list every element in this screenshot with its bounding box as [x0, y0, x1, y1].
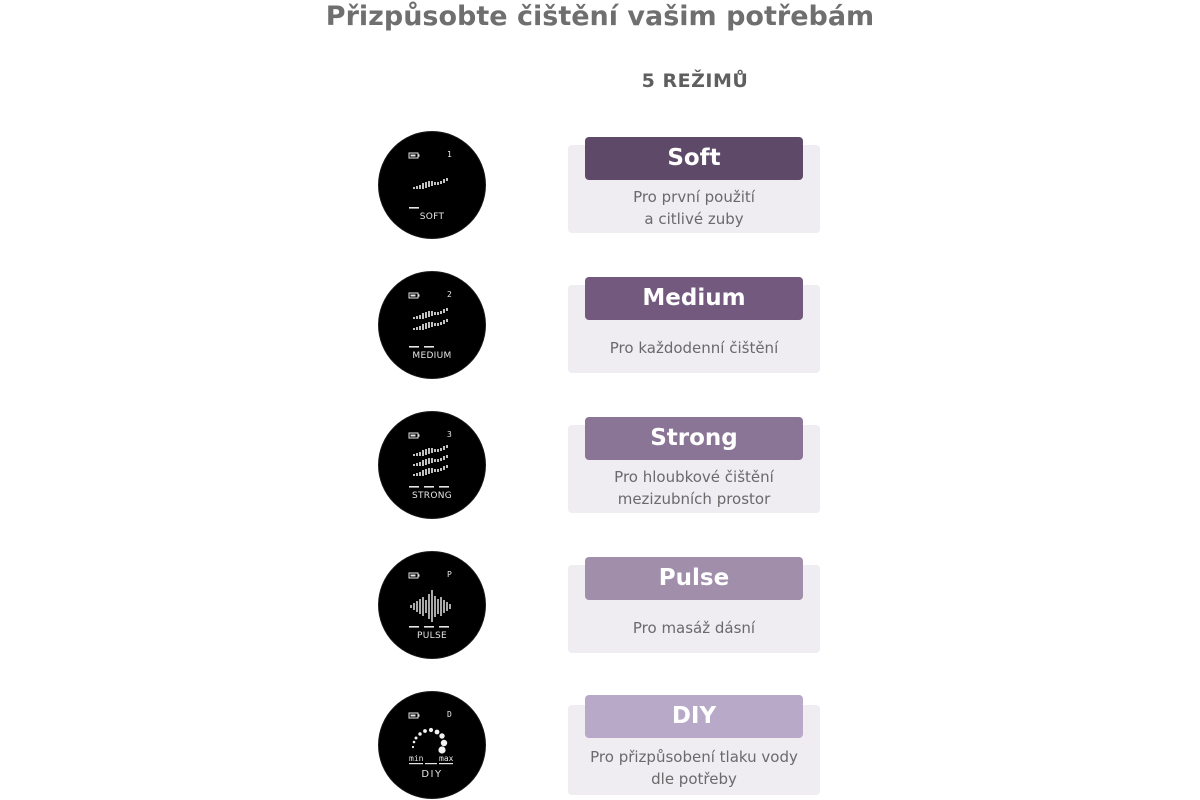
- mode-name-diy: DIY: [585, 695, 803, 738]
- mode-display-strong: [379, 412, 485, 518]
- description-line: Pro masáž dásní: [632, 619, 756, 637]
- mode-display-number: D: [447, 710, 452, 719]
- mode-display-medium: [379, 272, 485, 378]
- description-line: Pro první použití: [633, 188, 755, 206]
- dial-max-label: max: [439, 754, 454, 763]
- mode-description-medium: [568, 337, 820, 359]
- mode-name-pulse: Pulse: [585, 557, 803, 600]
- mode-description-strong: [568, 466, 820, 510]
- soft-wave-icon: [379, 132, 485, 238]
- mode-display-label: PULSE: [417, 631, 447, 641]
- mode-name-medium: Medium: [585, 277, 803, 320]
- mode-name-soft: Soft: [585, 137, 803, 180]
- description-line: dle potřeby: [651, 770, 737, 788]
- mode-display-label: DIY: [421, 769, 443, 780]
- description-line: Pro přizpůsobení tlaku vody: [590, 748, 798, 766]
- modes-count-heading: 5 REŽIMŮ: [641, 70, 749, 92]
- mode-display-number: 1: [447, 150, 452, 159]
- mode-name-strong: Strong: [585, 417, 803, 460]
- mode-display-number: P: [447, 570, 452, 579]
- pulse-wave-icon: [379, 552, 485, 658]
- medium-wave-icon: [379, 272, 485, 378]
- description-line: Pro hloubkové čištění: [614, 468, 774, 486]
- mode-description-pulse: [568, 617, 820, 639]
- mode-display-pulse: [379, 552, 485, 658]
- mode-display-diy: [379, 692, 485, 798]
- mode-display-label: MEDIUM: [412, 351, 452, 361]
- page-title: Přizpůsobte čištění vašim potřebám: [325, 1, 875, 32]
- mode-description-diy: [568, 746, 820, 790]
- mode-display-number: 3: [447, 430, 452, 439]
- description-line: a citlivé zuby: [644, 210, 744, 228]
- description-line: mezizubních prostor: [617, 490, 771, 508]
- mode-row-pulse: [0, 552, 1200, 662]
- mode-row-soft: [0, 132, 1200, 242]
- dial-min-label: min: [409, 754, 424, 763]
- description-line: Pro každodenní čištění: [609, 339, 779, 357]
- mode-row-diy: [0, 692, 1200, 800]
- mode-display-label: SOFT: [419, 212, 445, 222]
- mode-display-soft: [379, 132, 485, 238]
- mode-display-label: STRONG: [411, 491, 453, 501]
- mode-description-soft: [568, 186, 820, 230]
- mode-display-number: 2: [447, 290, 452, 299]
- strong-wave-icon: [379, 412, 485, 518]
- mode-row-strong: [0, 412, 1200, 522]
- pressure-dial-icon: [379, 692, 485, 798]
- mode-row-medium: [0, 272, 1200, 382]
